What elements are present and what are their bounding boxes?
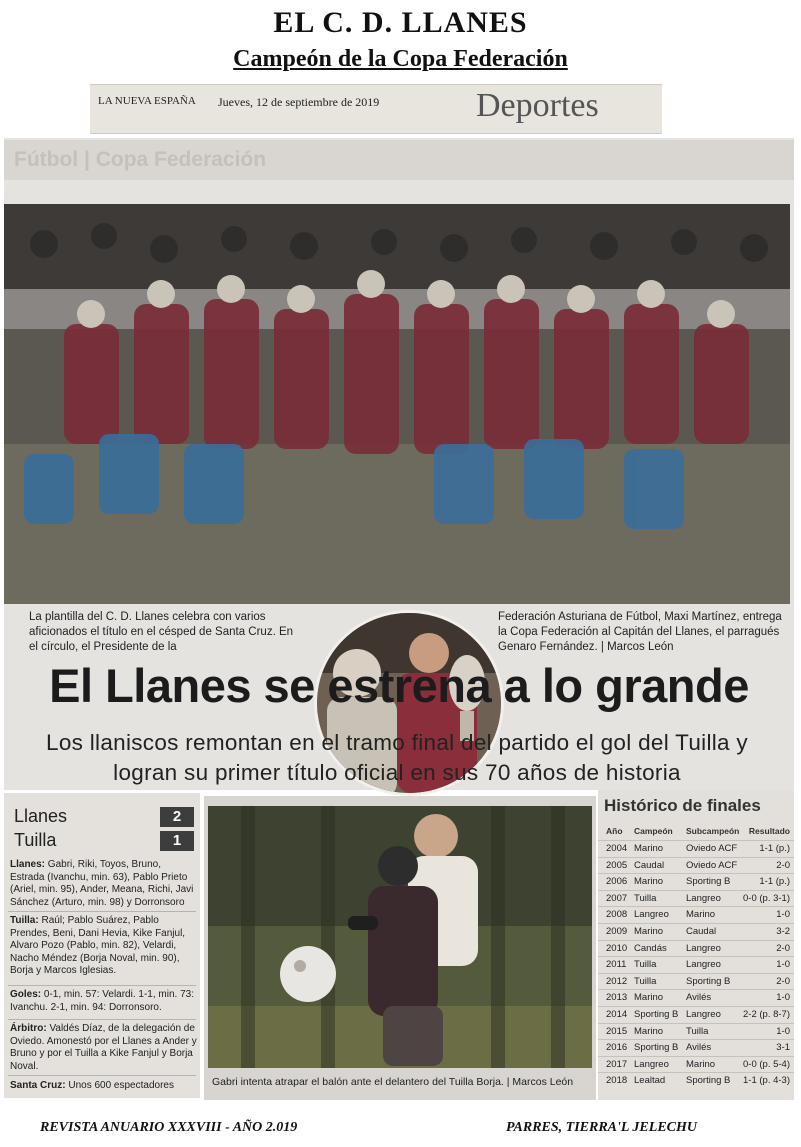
- history-row: [598, 923, 794, 939]
- history-result: 3-1: [776, 1042, 790, 1054]
- history-year: 2007: [606, 892, 628, 904]
- venue-label: Santa Cruz:: [10, 1080, 66, 1091]
- article-headline: El Llanes se estrena a lo grande: [49, 659, 749, 712]
- llanes-lineup: [10, 859, 198, 909]
- history-result: 2-0: [776, 942, 790, 954]
- photo-caption-right: Federación Asturiana de Fútbol, Maxi Martínez, entrega la Copa Federación al Capitán del Llanes, el parragués Genaro Fernández. | Marcos León: [498, 611, 782, 653]
- history-result: 1-0: [776, 992, 790, 1004]
- history-result: 2-2 (p. 8-7): [743, 1009, 790, 1020]
- history-row: [598, 940, 794, 956]
- history-row: [598, 873, 794, 889]
- history-result: 2-0: [776, 859, 790, 871]
- venue-text: Unos 600 espectadores: [68, 1080, 174, 1091]
- tuilla-lineup: [10, 915, 198, 978]
- history-year: 2006: [606, 876, 628, 888]
- match-photo-panel: [204, 796, 596, 1100]
- llanes-lineup-text: Gabri, Riki, Toyos, Bruno, Estrada (Ivanchu, min. 63), Pablo Prieto (Ariel, min. 95), Ander, Meana, Richi, Javi Sánchez (Arturo, min. 98) y Dorronsoro: [10, 859, 194, 908]
- history-runner-up: Langreo: [686, 959, 721, 971]
- history-year: 2008: [606, 909, 628, 921]
- section-bar: [4, 140, 794, 180]
- page-title: EL C. D. LLANES: [273, 6, 528, 39]
- history-year: 2010: [606, 942, 628, 954]
- history-champion: Sporting B: [634, 1009, 679, 1020]
- finals-history-table: [598, 790, 794, 1100]
- history-champion: Tuilla: [634, 959, 657, 971]
- history-year: 2013: [606, 992, 628, 1004]
- history-runner-up: Caudal: [686, 926, 717, 937]
- team-celebration-photo: [4, 204, 790, 604]
- column-header: Año: [606, 826, 623, 836]
- history-runner-up: Langreo: [686, 942, 721, 954]
- history-champion: Sporting B: [634, 1042, 679, 1054]
- history-year: 2009: [606, 926, 628, 937]
- match-photo-caption: Gabri intenta atrapar el balón ante el delantero del Tuilla Borja. | Marcos León: [212, 1076, 574, 1088]
- history-runner-up: Sporting B: [686, 1075, 731, 1087]
- scoreboard-row: [8, 831, 196, 851]
- tuilla-lineup-text: Raúl; Pablo Suárez, Pablo Prendes, Beni, Dani Hevia, Kike Fanjul, Alvaro Pozo (Pablo, min. 82), Velardi, Nacho Méndez (Borja Noval, min. 90), Borja y Marcos Iglesias.: [10, 915, 186, 976]
- history-year: 2015: [606, 1025, 628, 1037]
- goals-label: Goles:: [10, 989, 42, 1000]
- team-score: 2: [160, 807, 194, 827]
- divider: [8, 1075, 196, 1076]
- history-year: 2004: [606, 843, 628, 854]
- history-result: 1-1 (p. 4-3): [743, 1075, 790, 1087]
- photo-caption-left: La plantilla del C. D. Llanes celebra con varios aficionados el título en el césped de Santa Cruz. En el círculo, el Presidente de la: [29, 611, 294, 653]
- divider: [8, 1019, 196, 1020]
- referee: [10, 1023, 198, 1073]
- history-result: 3-2: [776, 926, 790, 937]
- history-row: [598, 840, 794, 856]
- history-result: 1-1 (p.): [759, 843, 790, 854]
- history-header-row: [598, 826, 794, 838]
- history-runner-up: Marino: [686, 1058, 716, 1070]
- history-runner-up: Oviedo ACF: [686, 859, 738, 871]
- section-divider: |: [83, 148, 90, 171]
- newspaper-date: Jueves, 12 de septiembre de 2019: [218, 95, 380, 109]
- tuilla-lineup-label: Tuilla:: [10, 915, 39, 926]
- history-champion: Caudal: [634, 859, 665, 871]
- history-result: 2-0: [776, 975, 790, 987]
- history-runner-up: Langreo: [686, 1009, 721, 1020]
- page-subtitle: Campeón de la Copa Federación: [233, 46, 568, 72]
- history-champion: Tuilla: [634, 975, 657, 987]
- history-row: [598, 973, 794, 989]
- section-label: [14, 148, 266, 172]
- section-main: Fútbol: [14, 148, 79, 171]
- newspaper-name: LA NUEVA ESPAÑA: [98, 95, 196, 107]
- history-row: [598, 1023, 794, 1039]
- referee-label: Árbitro:: [10, 1023, 47, 1034]
- history-year: 2018: [606, 1075, 628, 1087]
- history-row: [598, 857, 794, 873]
- history-champion: Tuilla: [634, 892, 657, 904]
- history-row: [598, 906, 794, 922]
- history-year: 2016: [606, 1042, 628, 1054]
- match-photo: [208, 806, 592, 1068]
- history-champion: Marino: [634, 1025, 664, 1037]
- history-runner-up: Sporting B: [686, 876, 731, 888]
- article-subheadline: Los llaniscos remontan en el tramo final del partido el gol del Tuilla y logran su primer título oficial en sus 70 años de historia: [46, 730, 748, 785]
- history-result: 1-0: [776, 909, 790, 921]
- history-result: 0-0 (p. 5-4): [743, 1058, 790, 1070]
- history-champion: Marino: [634, 926, 664, 937]
- history-champion: Marino: [634, 992, 664, 1004]
- history-result: 1-0: [776, 959, 790, 971]
- history-champion: Lealtad: [634, 1075, 666, 1087]
- history-year: 2005: [606, 859, 628, 871]
- history-runner-up: Avilés: [686, 1042, 712, 1054]
- history-champion: Langreo: [634, 1058, 669, 1070]
- newspaper-section: Deportes: [476, 87, 599, 124]
- history-runner-up: Tuilla: [686, 1025, 709, 1037]
- history-champion: Langreo: [634, 909, 669, 921]
- team-celebration-image: [4, 204, 790, 604]
- team-name: Llanes: [14, 806, 68, 826]
- divider: [8, 985, 196, 986]
- history-runner-up: Marino: [686, 909, 716, 921]
- team-name: Tuilla: [14, 830, 57, 850]
- footer-location: PARRES, TIERRA'L JELECHU: [506, 1120, 697, 1135]
- history-year: 2014: [606, 1009, 628, 1020]
- column-header: Campeón: [634, 826, 673, 836]
- team-score: 1: [160, 831, 194, 851]
- section-sub: Copa Federación: [95, 148, 267, 171]
- history-year: 2017: [606, 1058, 628, 1070]
- history-runner-up: Langreo: [686, 892, 721, 904]
- history-title: Histórico de finales: [604, 796, 761, 815]
- history-champion: Marino: [634, 843, 664, 854]
- history-row: [598, 1056, 794, 1072]
- goals: [10, 989, 198, 1014]
- venue: [10, 1080, 198, 1093]
- history-row: [598, 1039, 794, 1055]
- history-row: [598, 1072, 794, 1088]
- history-result: 1-1 (p.): [759, 876, 790, 888]
- divider: [8, 911, 196, 912]
- history-row: [598, 890, 794, 906]
- llanes-lineup-label: Llanes:: [10, 859, 46, 870]
- history-runner-up: Sporting B: [686, 975, 731, 987]
- history-result: 0-0 (p. 3-1): [743, 892, 790, 904]
- footer-publication: REVISTA ANUARIO XXXVIII - AÑO 2.019: [40, 1120, 298, 1135]
- goalkeeper-save-image: [208, 806, 592, 1068]
- history-champion: Candás: [634, 942, 667, 954]
- match-summary-panel: [4, 793, 200, 1098]
- goals-text: 0-1, min. 57: Velardi. 1-1, min. 73: Ivanchu. 2-1, min. 94: Dorronsoro.: [10, 989, 194, 1013]
- history-year: 2012: [606, 975, 628, 987]
- history-row: [598, 1006, 794, 1022]
- history-year: 2011: [606, 959, 627, 971]
- history-result: 1-0: [776, 1025, 790, 1037]
- column-header: Resultado: [748, 826, 790, 836]
- column-header: Subcampeón: [686, 826, 740, 836]
- history-row: [598, 956, 794, 972]
- scoreboard-row: [8, 807, 196, 827]
- referee-text: Valdés Díaz, de la delegación de Oviedo. Amonestó por el Llanes a Ander y Bruno y por el Tuilla a Kike Fanjul y Borja Noval.: [10, 1023, 197, 1072]
- history-runner-up: Avilés: [686, 992, 712, 1004]
- history-row: [598, 989, 794, 1005]
- newspaper-masthead: [90, 84, 662, 134]
- history-runner-up: Oviedo ACF: [686, 843, 738, 854]
- history-champion: Marino: [634, 876, 664, 888]
- article-panel: [4, 138, 794, 790]
